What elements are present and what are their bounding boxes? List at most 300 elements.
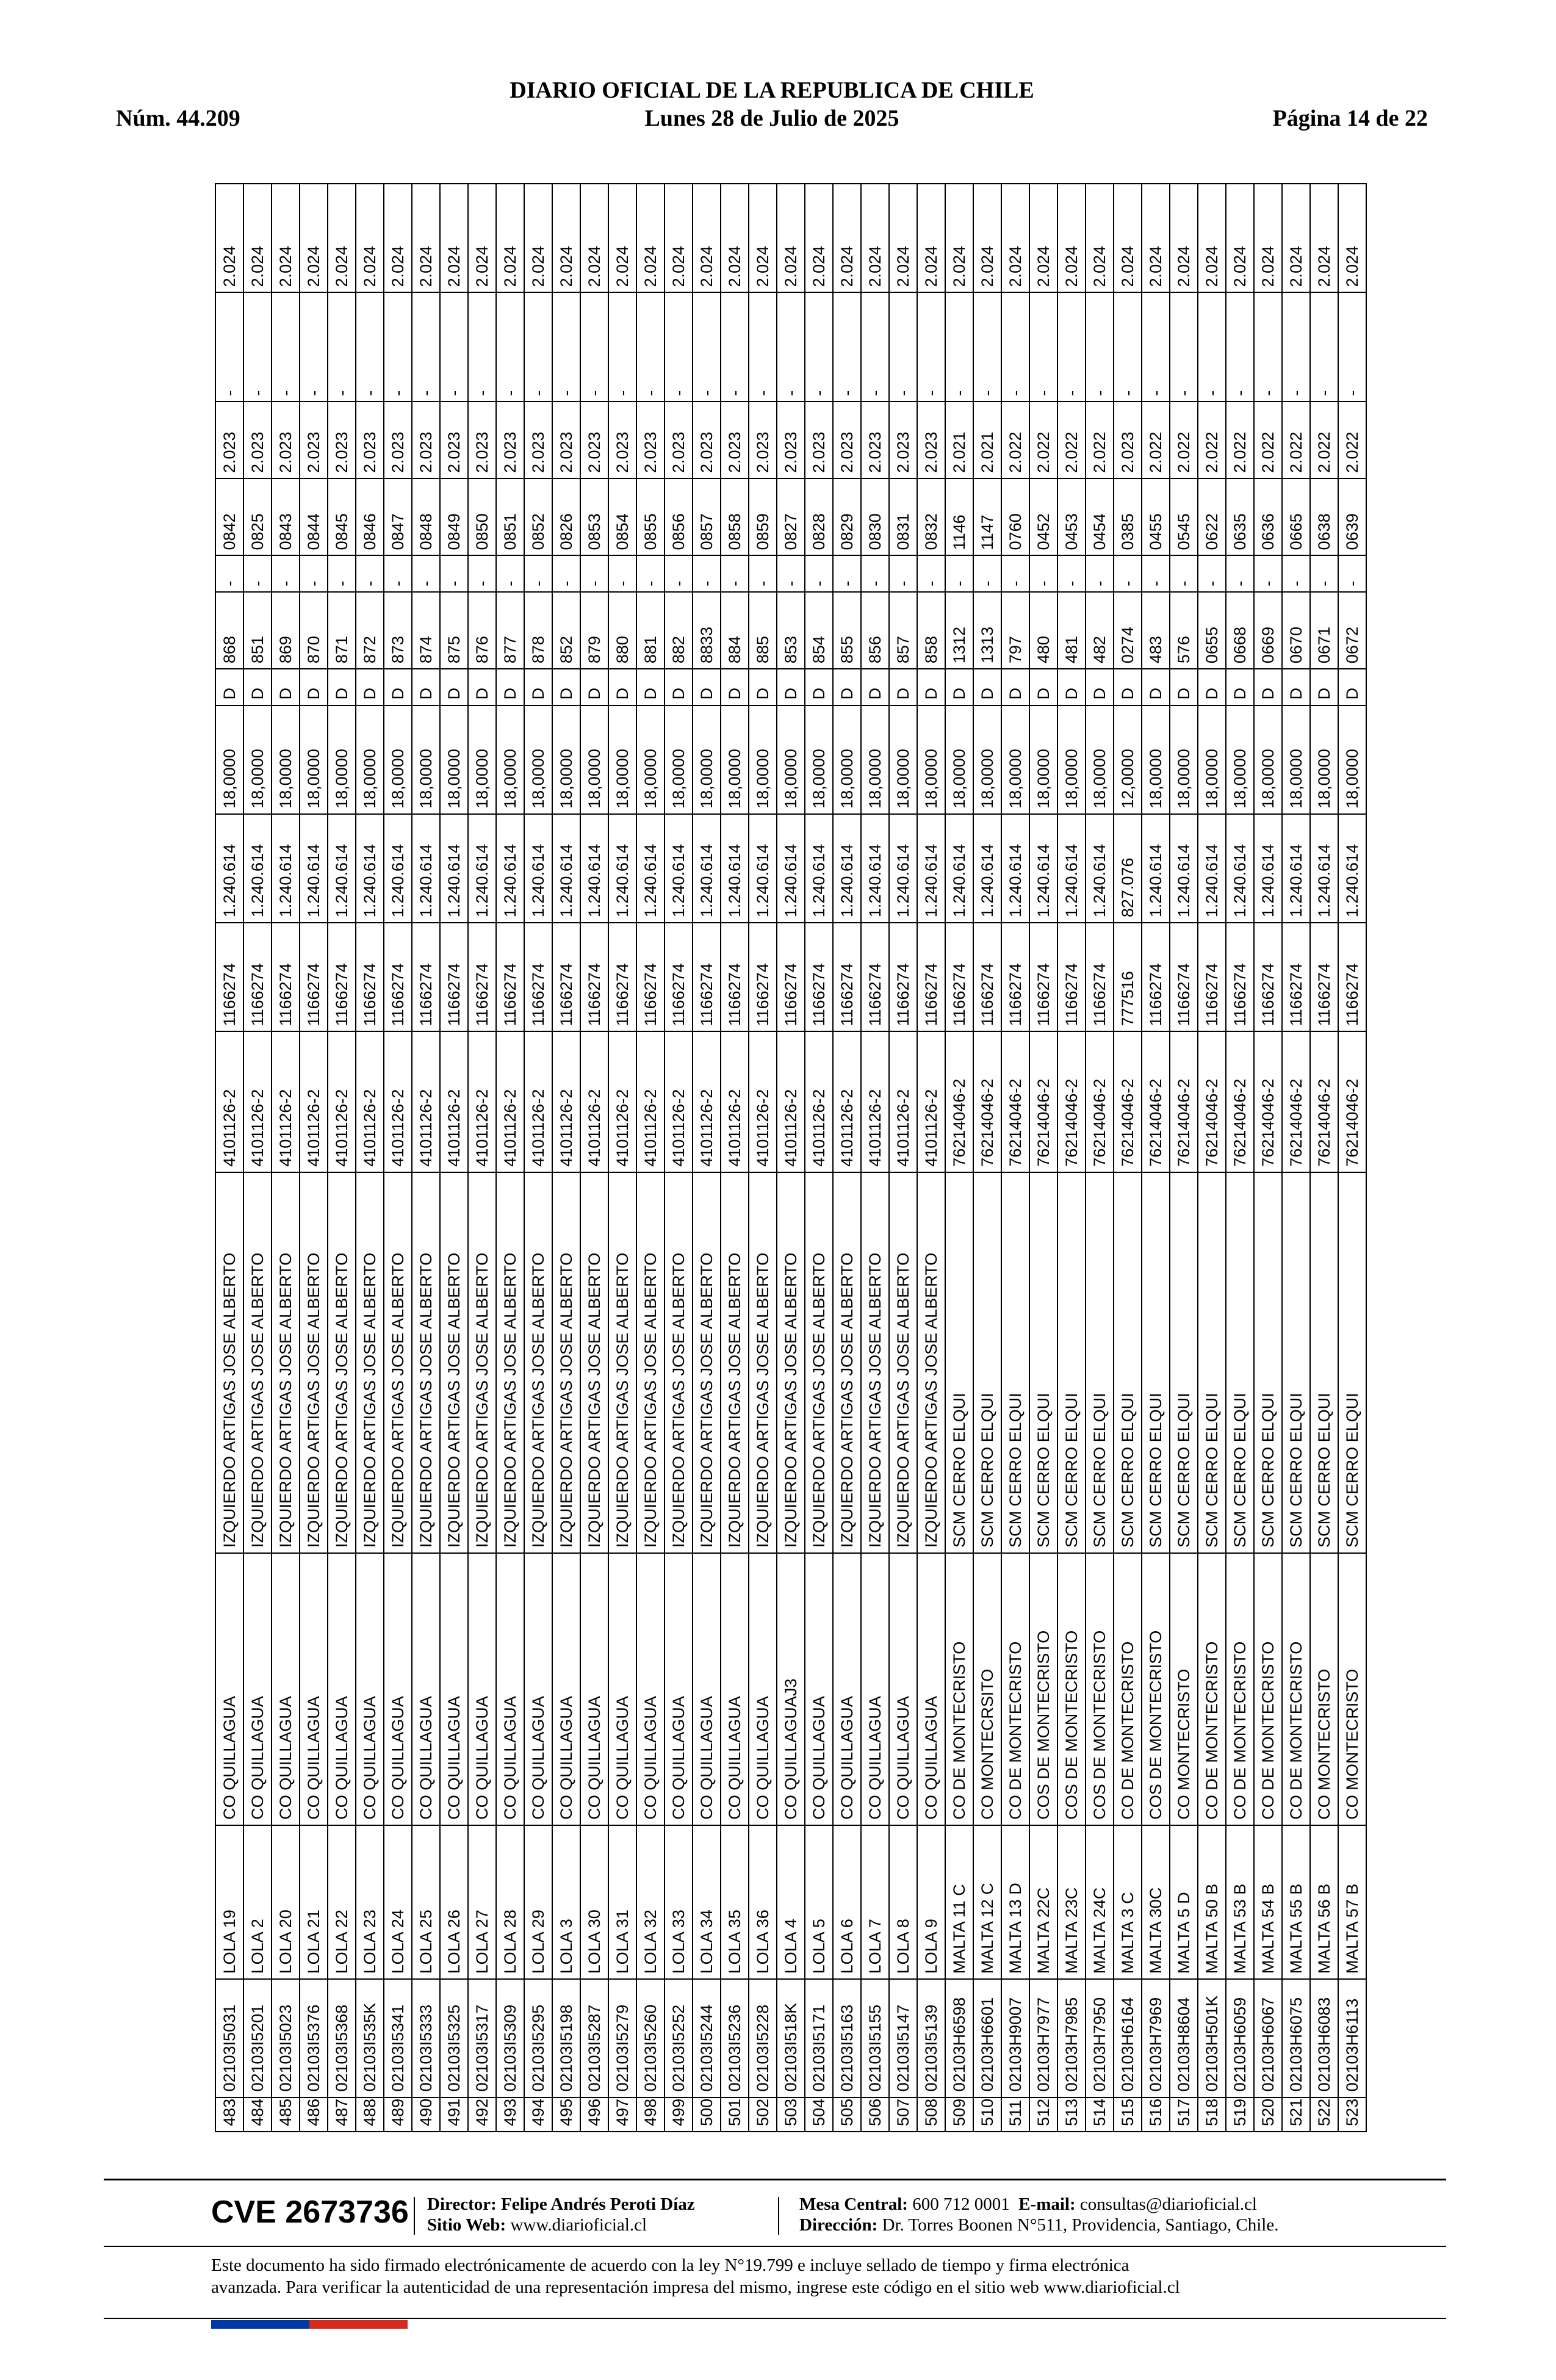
table-cell: 1166274 — [805, 923, 833, 1031]
table-cell: 1.240.614 — [468, 814, 496, 923]
table-cell: 02103I5031 — [215, 1979, 243, 2097]
table-cell: 4101126-2 — [665, 1031, 693, 1172]
table-cell: 76214046-2 — [1086, 1031, 1114, 1172]
table-cell: 0827 — [777, 478, 805, 555]
table-cell: 1.240.614 — [1282, 814, 1310, 923]
table-cell: - — [440, 555, 468, 591]
table-cell: - — [749, 292, 777, 401]
table-cell: 504 — [805, 2097, 833, 2132]
table-cell: 1166274 — [440, 923, 468, 1031]
table-cell: 18,0000 — [552, 705, 580, 814]
table-cell: 2.023 — [243, 402, 272, 478]
table-cell: MALTA 23C — [1057, 1825, 1086, 1980]
table-cell: MALTA 13 D — [1001, 1825, 1029, 1980]
table-row — [945, 184, 973, 2132]
table-cell: 1166274 — [1001, 923, 1029, 1031]
table-cell: CO QUILLAGUA — [356, 1553, 384, 1825]
table-cell: 885 — [749, 592, 777, 669]
table-cell: CO QUILLAGUA — [580, 1553, 608, 1825]
table-cell: 1166274 — [328, 923, 356, 1031]
table-row — [272, 184, 300, 2132]
footer-separator — [778, 2197, 779, 2235]
table-cell: CO MONTECRISTO — [1338, 1553, 1366, 1825]
table-cell: 1.240.614 — [1142, 814, 1170, 923]
table-cell: IZQUIERDO ARTIGAS JOSE ALBERTO — [833, 1172, 861, 1553]
table-cell: 1.240.614 — [833, 814, 861, 923]
table-cell: - — [384, 555, 412, 591]
table-cell: 18,0000 — [1170, 705, 1198, 814]
table-cell: 2.023 — [552, 402, 580, 478]
table-cell: 02103H7950 — [1086, 1979, 1114, 2097]
table-cell: 0274 — [1114, 592, 1142, 669]
table-row — [552, 184, 580, 2132]
table-cell: - — [749, 555, 777, 591]
table-cell: 493 — [496, 2097, 524, 2132]
table-cell: CO DE MONTECRISTO — [1226, 1553, 1254, 1825]
table-cell: CO DE MONTECRISTO — [1198, 1553, 1226, 1825]
table-cell: 1166274 — [243, 923, 272, 1031]
table-cell: 0655 — [1198, 592, 1226, 669]
table-cell: 02103I5236 — [721, 1979, 749, 2097]
table-cell: 0453 — [1057, 478, 1086, 555]
table-cell: 827.076 — [1114, 814, 1142, 923]
table-cell: D — [1029, 669, 1057, 705]
table-cell: 18,0000 — [524, 705, 552, 814]
table-cell: 0638 — [1310, 478, 1338, 555]
table-row — [1029, 184, 1057, 2132]
table-cell: CO QUILLAGUA — [608, 1553, 636, 1825]
table-cell: 1166274 — [215, 923, 243, 1031]
table-cell: 486 — [300, 2097, 328, 2132]
table-row — [1226, 184, 1254, 2132]
table-cell: 506 — [861, 2097, 889, 2132]
table-row — [300, 184, 328, 2132]
table-cell: D — [608, 669, 636, 705]
table-cell: 0635 — [1226, 478, 1254, 555]
table-cell: 0858 — [721, 478, 749, 555]
table-cell: 2.023 — [300, 402, 328, 478]
table-cell: 523 — [1338, 2097, 1366, 2132]
table-cell: 858 — [917, 592, 945, 669]
table-cell: 1.240.614 — [1226, 814, 1254, 923]
table-cell: 18,0000 — [861, 705, 889, 814]
table-cell: 0669 — [1254, 592, 1282, 669]
table-cell: 76214046-2 — [1226, 1031, 1254, 1172]
table-cell: 1.240.614 — [328, 814, 356, 923]
table-cell: 2.024 — [496, 184, 524, 292]
table-cell: 18,0000 — [945, 705, 973, 814]
table-cell: 4101126-2 — [917, 1031, 945, 1172]
legal-line-1: Este documento ha sido firmado electrónicamente de acuerdo con la ley N°19.799 e incluye sellado de tiempo y firma electrónica — [211, 2256, 1129, 2275]
table-cell: CO MONTECRISTO — [1310, 1553, 1338, 1825]
table-cell: 0636 — [1254, 478, 1282, 555]
table-cell: - — [524, 292, 552, 401]
table-row — [1086, 184, 1114, 2132]
table-cell: 881 — [636, 592, 665, 669]
table-cell: D — [861, 669, 889, 705]
table-cell: - — [636, 292, 665, 401]
table-cell: 878 — [524, 592, 552, 669]
table-cell: 02103H6164 — [1114, 1979, 1142, 2097]
table-cell: - — [1310, 555, 1338, 591]
table-cell: D — [496, 669, 524, 705]
table-cell: 02103H7985 — [1057, 1979, 1086, 2097]
table-cell: 1.240.614 — [945, 814, 973, 923]
table-cell: 2.023 — [356, 402, 384, 478]
table-cell: - — [861, 292, 889, 401]
table-cell: 1.240.614 — [580, 814, 608, 923]
table-cell: IZQUIERDO ARTIGAS JOSE ALBERTO — [215, 1172, 243, 1553]
table-cell: 497 — [608, 2097, 636, 2132]
table-cell: 2.024 — [777, 184, 805, 292]
table-cell: - — [440, 292, 468, 401]
table-cell: - — [945, 555, 973, 591]
table-cell: 489 — [384, 2097, 412, 2132]
table-cell: CO DE MONTECRISTO — [945, 1553, 973, 1825]
table-cell: 2.023 — [496, 402, 524, 478]
mining-concessions-table — [215, 183, 1367, 2132]
table-cell: IZQUIERDO ARTIGAS JOSE ALBERTO — [580, 1172, 608, 1553]
table-cell: 1166274 — [1338, 923, 1366, 1031]
table-cell: 480 — [1029, 592, 1057, 669]
table-cell: - — [356, 555, 384, 591]
table-cell: CO QUILLAGUA — [636, 1553, 665, 1825]
table-cell: 509 — [945, 2097, 973, 2132]
table-cell: LOLA 5 — [805, 1825, 833, 1980]
table-cell: 1166274 — [973, 923, 1001, 1031]
table-cell: D — [917, 669, 945, 705]
table-cell: D — [665, 669, 693, 705]
table-cell: 0857 — [693, 478, 721, 555]
table-cell: - — [693, 292, 721, 401]
table-cell: CO QUILLAGUA — [412, 1553, 440, 1825]
table-cell: 1.240.614 — [805, 814, 833, 923]
table-cell: 2.024 — [384, 184, 412, 292]
table-cell: 18,0000 — [608, 705, 636, 814]
table-cell: 0455 — [1142, 478, 1170, 555]
table-cell: 1.240.614 — [1338, 814, 1366, 923]
table-cell: - — [468, 555, 496, 591]
table-cell: 76214046-2 — [1001, 1031, 1029, 1172]
table-cell: 482 — [1086, 592, 1114, 669]
table-cell: 0851 — [496, 478, 524, 555]
table-cell: 884 — [721, 592, 749, 669]
table-cell: - — [328, 292, 356, 401]
table-cell: 02103I5309 — [496, 1979, 524, 2097]
table-cell: 0847 — [384, 478, 412, 555]
table-cell: CO MONTECRISTO — [1170, 1553, 1198, 1825]
table-cell: D — [945, 669, 973, 705]
email-link[interactable]: consultas@diarioficial.cl — [1079, 2194, 1257, 2214]
table-cell: - — [243, 555, 272, 591]
table-cell: 520 — [1254, 2097, 1282, 2132]
table-cell: LOLA 35 — [721, 1825, 749, 1980]
table-cell: CO QUILLAGUA — [243, 1553, 272, 1825]
table-cell: 0668 — [1226, 592, 1254, 669]
table-cell: 2.023 — [665, 402, 693, 478]
table-cell: 02103H6083 — [1310, 1979, 1338, 2097]
footer-director-block — [427, 2194, 695, 2235]
table-cell: - — [496, 555, 524, 591]
table-cell: 4101126-2 — [861, 1031, 889, 1172]
table-cell: 18,0000 — [384, 705, 412, 814]
table-cell: 2.024 — [1029, 184, 1057, 292]
table-cell: 4101126-2 — [468, 1031, 496, 1172]
table-cell: D — [215, 669, 243, 705]
table-cell: D — [440, 669, 468, 705]
table-cell: - — [777, 555, 805, 591]
table-cell: - — [1254, 292, 1282, 401]
table-cell: - — [524, 555, 552, 591]
table-cell: 4101126-2 — [440, 1031, 468, 1172]
table-cell: 2.022 — [1057, 402, 1086, 478]
table-cell: 508 — [917, 2097, 945, 2132]
table-cell: 02103I518K — [777, 1979, 805, 2097]
table-cell: 02103I5023 — [272, 1979, 300, 2097]
table-cell: 2.024 — [1142, 184, 1170, 292]
table-cell: 882 — [665, 592, 693, 669]
table-cell: IZQUIERDO ARTIGAS JOSE ALBERTO — [272, 1172, 300, 1553]
table-cell: IZQUIERDO ARTIGAS JOSE ALBERTO — [721, 1172, 749, 1553]
table-cell: - — [384, 292, 412, 401]
table-cell: 481 — [1057, 592, 1086, 669]
table-cell: CO QUILLAGUA — [889, 1553, 917, 1825]
table-cell: 1166274 — [356, 923, 384, 1031]
table-cell: 18,0000 — [749, 705, 777, 814]
table-cell: 02103H7977 — [1029, 1979, 1057, 2097]
table-cell: 18,0000 — [243, 705, 272, 814]
table-cell: COS DE MONTECRISTO — [1057, 1553, 1086, 1825]
table-cell: 02103I5333 — [412, 1979, 440, 2097]
table-cell: 02103I5279 — [608, 1979, 636, 2097]
table-cell: 18,0000 — [215, 705, 243, 814]
table-cell: LOLA 19 — [215, 1825, 243, 1980]
table-cell: 0842 — [215, 478, 243, 555]
table-cell: 02103I5163 — [833, 1979, 861, 2097]
table-row — [215, 184, 243, 2132]
table-cell: 4101126-2 — [805, 1031, 833, 1172]
table-cell: 4101126-2 — [243, 1031, 272, 1172]
table-row — [580, 184, 608, 2132]
table-cell: 1.240.614 — [1170, 814, 1198, 923]
table-cell: IZQUIERDO ARTIGAS JOSE ALBERTO — [777, 1172, 805, 1553]
table-cell: 1166274 — [1226, 923, 1254, 1031]
table-cell: - — [945, 292, 973, 401]
table-cell: 2.023 — [749, 402, 777, 478]
table-cell: 18,0000 — [440, 705, 468, 814]
table-cell: 2.022 — [1170, 402, 1198, 478]
table-cell: D — [243, 669, 272, 705]
table-cell: SCM CERRO ELQUI — [1114, 1172, 1142, 1553]
table-cell: D — [384, 669, 412, 705]
table-row — [356, 184, 384, 2132]
table-cell: - — [552, 555, 580, 591]
table-row — [524, 184, 552, 2132]
table-cell: MALTA 5 D — [1170, 1825, 1198, 1980]
table-cell: 02103I5317 — [468, 1979, 496, 2097]
table-cell: 0826 — [552, 478, 580, 555]
table-cell: 4101126-2 — [777, 1031, 805, 1172]
table-cell: 1.240.614 — [1198, 814, 1226, 923]
footer-contact-block — [799, 2194, 1278, 2235]
cve-code: CVE 2673736 — [211, 2194, 409, 2230]
table-cell: 0845 — [328, 478, 356, 555]
table-cell: 0828 — [805, 478, 833, 555]
table-cell: D — [749, 669, 777, 705]
table-cell: 2.022 — [1142, 402, 1170, 478]
table-cell: IZQUIERDO ARTIGAS JOSE ALBERTO — [412, 1172, 440, 1553]
table-cell: 2.024 — [1086, 184, 1114, 292]
table-cell: CO QUILLAGUA — [805, 1553, 833, 1825]
table-cell: 1.240.614 — [384, 814, 412, 923]
footer-top-rule — [104, 2179, 1446, 2180]
table-row — [1057, 184, 1086, 2132]
table-cell: 1.240.614 — [300, 814, 328, 923]
table-cell: CO DE MONTECRISTO — [1254, 1553, 1282, 1825]
table-row — [805, 184, 833, 2132]
page-footer — [104, 2179, 1446, 2362]
table-cell: 2.023 — [777, 402, 805, 478]
table-cell: 1312 — [945, 592, 973, 669]
table-cell: 02103I5198 — [552, 1979, 580, 2097]
table-cell: - — [917, 555, 945, 591]
table-cell: 874 — [412, 592, 440, 669]
table-cell: MALTA 53 B — [1226, 1825, 1254, 1980]
table-cell: 02103I5201 — [243, 1979, 272, 2097]
table-cell: 2.023 — [693, 402, 721, 478]
flag-blue-segment — [211, 2320, 309, 2329]
table-cell: 1.240.614 — [1029, 814, 1057, 923]
table-cell: 02103H8604 — [1170, 1979, 1198, 2097]
table-cell: CO QUILLAGUA — [272, 1553, 300, 1825]
table-cell: 02103H6059 — [1226, 1979, 1254, 2097]
table-cell: 18,0000 — [412, 705, 440, 814]
table-cell: IZQUIERDO ARTIGAS JOSE ALBERTO — [665, 1172, 693, 1553]
table-cell: 873 — [384, 592, 412, 669]
table-cell: D — [889, 669, 917, 705]
table-cell: 514 — [1086, 2097, 1114, 2132]
table-cell: - — [665, 292, 693, 401]
table-cell: LOLA 8 — [889, 1825, 917, 1980]
table-cell: 1166274 — [945, 923, 973, 1031]
table-cell: - — [1086, 555, 1114, 591]
table-cell: 18,0000 — [721, 705, 749, 814]
table-cell: LOLA 3 — [552, 1825, 580, 1980]
table-cell: 4101126-2 — [328, 1031, 356, 1172]
table-cell: 18,0000 — [805, 705, 833, 814]
table-cell: 4101126-2 — [356, 1031, 384, 1172]
table-cell: 0846 — [356, 478, 384, 555]
flag-red-segment — [309, 2320, 408, 2329]
table-cell: 1.240.614 — [636, 814, 665, 923]
director-label: Director: — [427, 2194, 497, 2214]
table-cell: IZQUIERDO ARTIGAS JOSE ALBERTO — [861, 1172, 889, 1553]
table-cell: D — [1282, 669, 1310, 705]
table-cell: 1166274 — [580, 923, 608, 1031]
table-cell: 1166274 — [721, 923, 749, 1031]
table-cell: D — [300, 669, 328, 705]
table-cell: - — [1226, 292, 1254, 401]
table-cell: 18,0000 — [777, 705, 805, 814]
table-cell: 1.240.614 — [272, 814, 300, 923]
table-cell: - — [412, 292, 440, 401]
table-cell: 2.024 — [440, 184, 468, 292]
mesa-label: Mesa Central: — [799, 2194, 908, 2214]
web-link[interactable]: www.diarioficial.cl — [510, 2215, 647, 2235]
table-cell: 02103I5295 — [524, 1979, 552, 2097]
table-cell: COS DE MONTECRISTO — [1029, 1553, 1057, 1825]
table-cell: 1.240.614 — [1001, 814, 1029, 923]
table-cell: D — [1226, 669, 1254, 705]
table-cell: LOLA 33 — [665, 1825, 693, 1980]
table-row — [243, 184, 272, 2132]
table-cell: 4101126-2 — [721, 1031, 749, 1172]
table-cell: - — [721, 555, 749, 591]
table-cell: - — [1029, 292, 1057, 401]
table-cell: D — [552, 669, 580, 705]
table-cell: 1166274 — [1142, 923, 1170, 1031]
table-cell: CO QUILLAGUA — [440, 1553, 468, 1825]
table-cell: 18,0000 — [973, 705, 1001, 814]
table-cell: 0852 — [524, 478, 552, 555]
table-cell: 02103I5171 — [805, 1979, 833, 2097]
table-cell: 18,0000 — [693, 705, 721, 814]
table-cell: SCM CERRO ELQUI — [1338, 1172, 1366, 1553]
table-cell: 02103I5341 — [384, 1979, 412, 2097]
issue-number: Núm. 44.209 — [116, 106, 240, 131]
table-cell: 1166274 — [1170, 923, 1198, 1031]
table-row — [384, 184, 412, 2132]
table-cell: 777516 — [1114, 923, 1142, 1031]
table-cell: - — [1338, 292, 1366, 401]
table-cell: 18,0000 — [300, 705, 328, 814]
table-cell: 0854 — [608, 478, 636, 555]
table-cell: 505 — [833, 2097, 861, 2132]
table-cell: 517 — [1170, 2097, 1198, 2132]
table-cell: 876 — [468, 592, 496, 669]
table-cell: 1.240.614 — [861, 814, 889, 923]
rotated-table — [215, 183, 1361, 2132]
table-cell: - — [973, 555, 1001, 591]
table-cell: MALTA 54 B — [1254, 1825, 1282, 1980]
table-cell: - — [328, 555, 356, 591]
table-cell: 02103H6601 — [973, 1979, 1001, 2097]
table-cell: CO QUILLAGUA — [749, 1553, 777, 1825]
table-cell: D — [693, 669, 721, 705]
table-cell: 02103I5260 — [636, 1979, 665, 2097]
table-cell: D — [328, 669, 356, 705]
table-cell: D — [412, 669, 440, 705]
table-cell: 854 — [805, 592, 833, 669]
table-cell: LOLA 26 — [440, 1825, 468, 1980]
table-cell: 4101126-2 — [636, 1031, 665, 1172]
table-cell: 2.023 — [833, 402, 861, 478]
page-header — [116, 77, 1428, 144]
footer-separator — [414, 2197, 415, 2235]
table-cell: 02103H6598 — [945, 1979, 973, 2097]
table-cell: 76214046-2 — [1254, 1031, 1282, 1172]
table-cell: 2.024 — [328, 184, 356, 292]
table-cell: 2.022 — [1001, 402, 1029, 478]
table-cell: 18,0000 — [1310, 705, 1338, 814]
table-cell: 1166274 — [917, 923, 945, 1031]
table-cell: SCM CERRO ELQUI — [1254, 1172, 1282, 1553]
table-cell: 2.023 — [608, 402, 636, 478]
table-cell: 0855 — [636, 478, 665, 555]
table-cell: 02103I5252 — [665, 1979, 693, 2097]
legal-line-2: avanzada. Para verificar la autenticidad de una representación impresa del mismo, ingrese este código en el sitio web www.diarioficial.cl — [211, 2277, 1180, 2297]
table-cell: 2.023 — [412, 402, 440, 478]
